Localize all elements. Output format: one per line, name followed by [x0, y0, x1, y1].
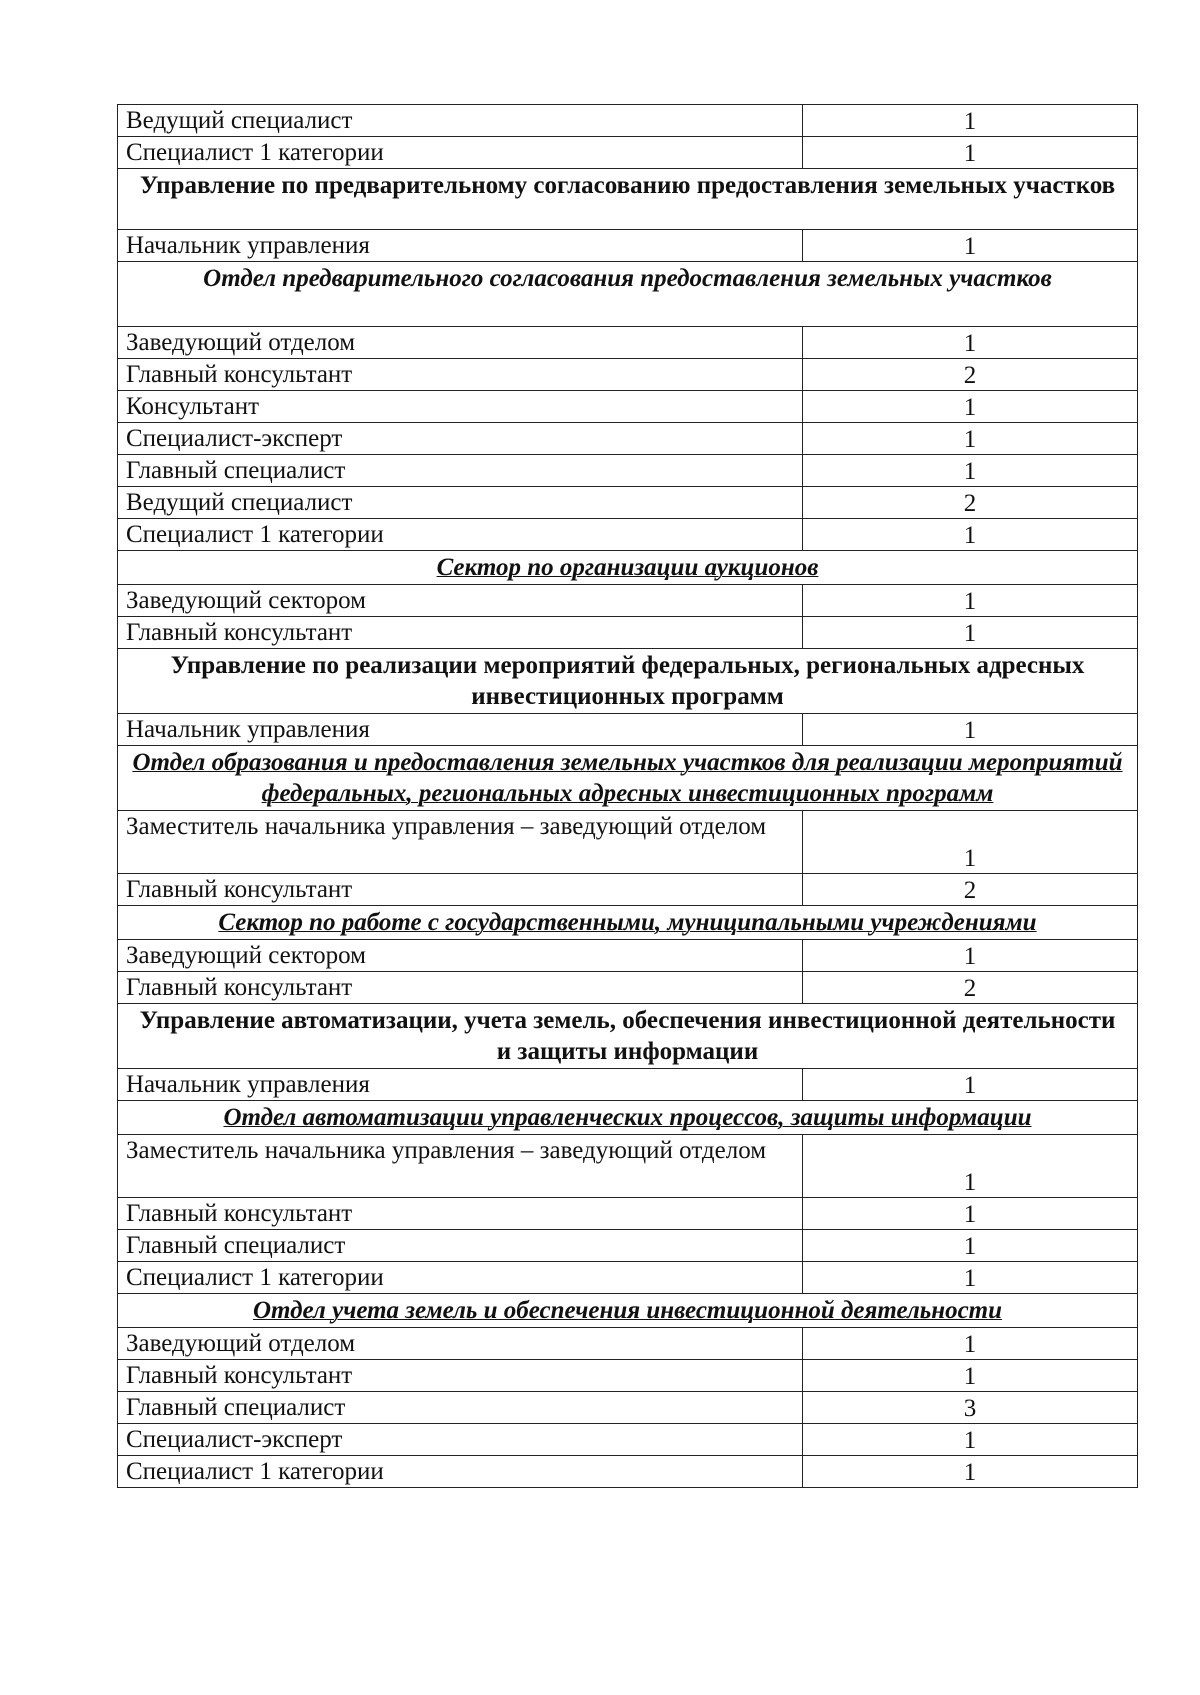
table-row	[118, 1456, 1138, 1488]
position-name: Начальник управления	[118, 1069, 803, 1101]
division-heading: Отдел учета земель и обеспечения инвестиционной деятельности	[118, 1294, 1138, 1328]
sector-heading: Сектор по работе с государственными, муниципальными учреждениями	[118, 906, 1138, 940]
position-count: 1	[803, 617, 1138, 649]
position-name: Главный специалист	[118, 1230, 803, 1262]
section-heading-row	[118, 1004, 1138, 1069]
position-count: 1	[803, 1069, 1138, 1101]
table-row	[118, 972, 1138, 1004]
department-heading: Управление автоматизации, учета земель, обеспечения инвестиционной деятельности и защиты информации	[118, 1004, 1138, 1069]
position-name: Главный консультант	[118, 972, 803, 1004]
position-name: Ведущий специалист	[118, 487, 803, 519]
table-row	[118, 1135, 1138, 1198]
position-count: 1	[803, 585, 1138, 617]
position-name: Ведущий специалист	[118, 105, 803, 137]
position-count: 1	[803, 1360, 1138, 1392]
position-name: Главный консультант	[118, 1198, 803, 1230]
position-count: 2	[803, 972, 1138, 1004]
position-name: Главный консультант	[118, 617, 803, 649]
position-name: Консультант	[118, 391, 803, 423]
staff-table	[117, 104, 1138, 1488]
position-count: 1	[803, 811, 1138, 874]
department-heading: Управление по предварительному согласованию предоставления земельных участков	[118, 169, 1138, 230]
table-row	[118, 487, 1138, 519]
position-count: 1	[803, 1198, 1138, 1230]
position-count: 2	[803, 359, 1138, 391]
position-name: Заведующий отделом	[118, 327, 803, 359]
position-count: 3	[803, 1392, 1138, 1424]
position-name: Заместитель начальника управления – заведующий отделом	[118, 811, 803, 874]
position-count: 1	[803, 1328, 1138, 1360]
division-heading: Отдел автоматизации управленческих процессов, защиты информации	[118, 1101, 1138, 1135]
table-row	[118, 811, 1138, 874]
table-row	[118, 359, 1138, 391]
table-row	[118, 1360, 1138, 1392]
position-name: Специалист-эксперт	[118, 1424, 803, 1456]
table-row	[118, 940, 1138, 972]
table-row	[118, 391, 1138, 423]
table-row	[118, 455, 1138, 487]
position-count: 1	[803, 391, 1138, 423]
position-count: 1	[803, 1424, 1138, 1456]
section-heading-row	[118, 169, 1138, 230]
table-row	[118, 1230, 1138, 1262]
position-name: Специалист 1 категории	[118, 1456, 803, 1488]
position-name: Заведующий сектором	[118, 940, 803, 972]
table-row	[118, 230, 1138, 262]
position-name: Начальник управления	[118, 230, 803, 262]
position-count: 1	[803, 455, 1138, 487]
section-heading-row	[118, 746, 1138, 811]
position-count: 1	[803, 940, 1138, 972]
section-heading-row	[118, 1101, 1138, 1135]
table-row	[118, 874, 1138, 906]
table-row	[118, 617, 1138, 649]
table-row	[118, 1069, 1138, 1101]
position-name: Главный специалист	[118, 1392, 803, 1424]
position-count: 2	[803, 874, 1138, 906]
position-count: 1	[803, 1230, 1138, 1262]
table-row	[118, 137, 1138, 169]
position-count: 1	[803, 423, 1138, 455]
department-heading: Управление по реализации мероприятий федеральных, региональных адресных инвестиционных программ	[118, 649, 1138, 714]
position-name: Заместитель начальника управления – заведующий отделом	[118, 1135, 803, 1198]
position-count: 1	[803, 1135, 1138, 1198]
section-heading-row	[118, 262, 1138, 327]
position-name: Специалист 1 категории	[118, 1262, 803, 1294]
position-name: Специалист 1 категории	[118, 137, 803, 169]
position-count: 1	[803, 137, 1138, 169]
position-count: 1	[803, 230, 1138, 262]
position-count: 1	[803, 105, 1138, 137]
table-row	[118, 519, 1138, 551]
position-name: Главный консультант	[118, 874, 803, 906]
position-count: 1	[803, 519, 1138, 551]
table-row	[118, 1262, 1138, 1294]
sector-heading: Сектор по организации аукционов	[118, 551, 1138, 585]
table-row	[118, 714, 1138, 746]
table-row	[118, 1424, 1138, 1456]
position-count: 1	[803, 714, 1138, 746]
position-name: Специалист 1 категории	[118, 519, 803, 551]
position-count: 1	[803, 327, 1138, 359]
section-heading-row	[118, 906, 1138, 940]
table-row	[118, 423, 1138, 455]
table-row	[118, 1328, 1138, 1360]
section-heading-row	[118, 649, 1138, 714]
table-row	[118, 327, 1138, 359]
position-name: Главный консультант	[118, 359, 803, 391]
position-count: 1	[803, 1262, 1138, 1294]
position-name: Главный специалист	[118, 455, 803, 487]
position-name: Специалист-эксперт	[118, 423, 803, 455]
table-row	[118, 105, 1138, 137]
division-heading: Отдел предварительного согласования предоставления земельных участков	[118, 262, 1138, 327]
position-name: Заведующий сектором	[118, 585, 803, 617]
section-heading-row	[118, 1294, 1138, 1328]
position-name: Заведующий отделом	[118, 1328, 803, 1360]
section-heading-row	[118, 551, 1138, 585]
position-count: 1	[803, 1456, 1138, 1488]
table-row	[118, 1392, 1138, 1424]
position-name: Начальник управления	[118, 714, 803, 746]
position-name: Главный консультант	[118, 1360, 803, 1392]
division-heading: Отдел образования и предоставления земельных участков для реализации мероприятий федеральных, региональных адресных инвестиционных программ	[118, 746, 1138, 811]
table-row	[118, 1198, 1138, 1230]
table-row	[118, 585, 1138, 617]
position-count: 2	[803, 487, 1138, 519]
